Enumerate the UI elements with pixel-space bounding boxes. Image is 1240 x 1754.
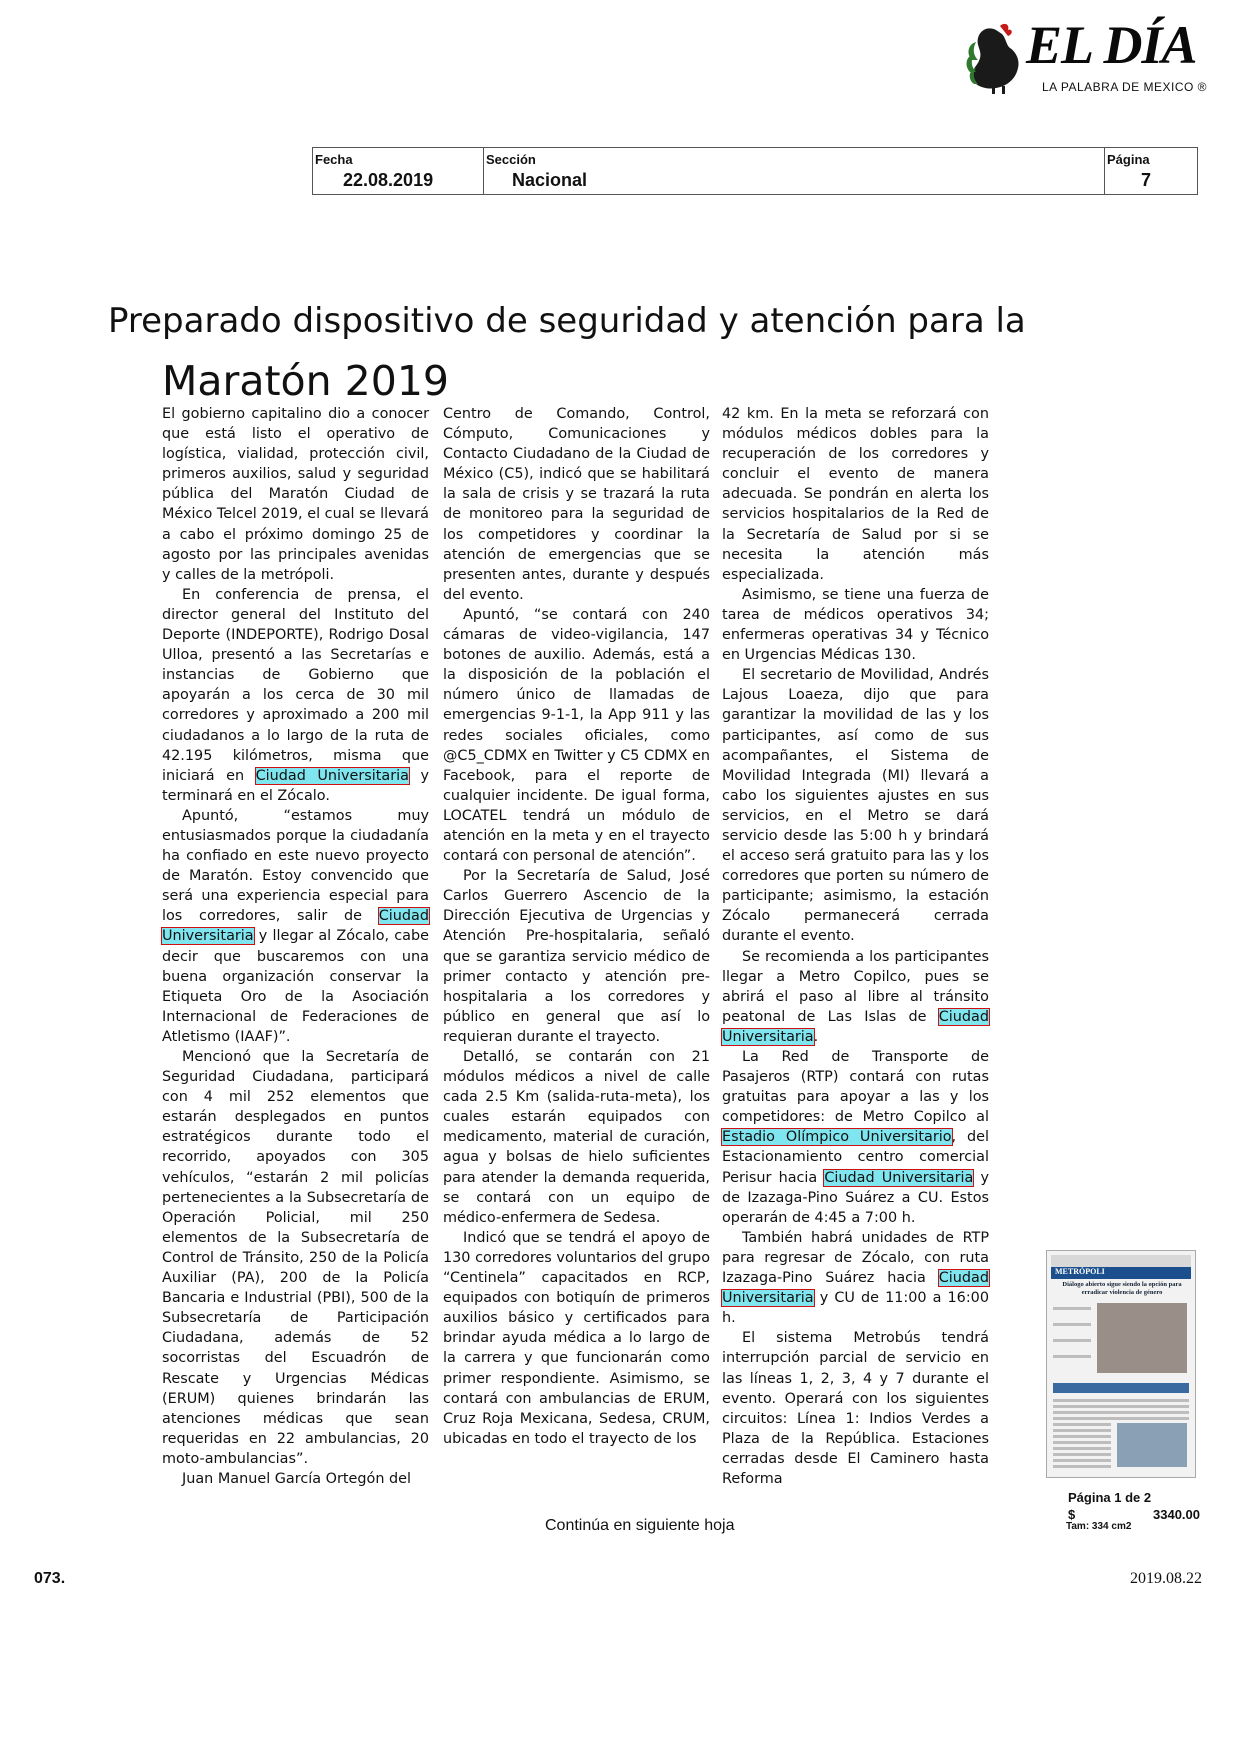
thumbnail-headline: Diálogo abierto sigue siendo la opción para erradicar violencia de género <box>1062 1281 1182 1296</box>
paragraph <box>443 866 710 1047</box>
text-run: Asimismo, se tiene una fuerza de tarea de médicos operativos 34; enfermeras operativas 34 y Técnico en Urgencias Médicas 130. <box>722 586 989 664</box>
paragraph <box>722 1047 989 1228</box>
text-run: Juan Manuel García Ortegón del <box>182 1470 412 1487</box>
thumbnail-header-bar <box>1051 1255 1191 1267</box>
pagina-value: 7 <box>1141 170 1152 190</box>
masthead-title: EL DÍA <box>1026 15 1197 75</box>
text-run: , del Estacionamiento centro comercial Perisur hacia <box>722 1129 989 1186</box>
thumbnail-text-line <box>1053 1423 1111 1426</box>
paragraph <box>722 947 989 1047</box>
thumbnail-text-line <box>1053 1339 1091 1342</box>
text-run: 42 km. En la meta se reforzará con módulos médicos dobles para la recuperación de los corredores y concluir el evento de manera adecuada. Se pondrán en alerta los servicios hospitalarios de la Red de la Secretaría de Salud por si se necesita la atención más especializada. <box>722 406 989 583</box>
page-thumbnail <box>1046 1250 1196 1478</box>
paragraph <box>162 404 429 585</box>
thumbnail-text-line <box>1053 1411 1189 1414</box>
text-run: y terminará en el Zócalo. <box>162 767 429 804</box>
text-run: y llegar al Zócalo, cabe decir que buscaremos con una buena organización conservar la Etiqueta Oro de la Asociación Internacional de Federaciones de Atletismo (IAAF)”. <box>162 928 429 1045</box>
text-run: Por la Secretaría de Salud, José Carlos Guerrero Ascencio de la Dirección Ejecutiva de Urgencias y Atención Pre-hospitalaria, señaló que se garantiza servicio médico de primer contacto y atención pre-hospitalaria a los corredores y público en general que así lo requieran durante el trayecto. <box>443 868 710 1045</box>
clipping-code: 073. <box>34 1570 66 1587</box>
masthead-tagline: LA PALABRA DE MEXICO ® <box>1042 80 1208 94</box>
highlighted-term: Ciudad Universitaria <box>824 1169 974 1186</box>
paragraph <box>722 404 989 585</box>
text-run: Indicó que se tendrá el apoyo de 130 corredores voluntarios del grupo “Centinela” capacitados en RCP, equipados con botiquín de primeros auxilios básico y certificados para brindar ayuda médica a lo largo de la carrera y que funcionarán como primer respondiente. Asimismo, se contará con ambulancias de ERUM, Cruz Roja Mexicana, Sedesa, CRUM, ubicadas en todo el trayecto de los <box>443 1229 710 1447</box>
thumbnail-text-line <box>1053 1355 1091 1358</box>
article-column-1 <box>162 404 429 1489</box>
thumbnail-text-line <box>1053 1447 1111 1450</box>
headline-line-2: Maratón 2019 <box>162 357 449 405</box>
text-run: También habrá unidades de RTP para regresar de Zócalo, con ruta Izazaga-Pino Suárez hacia <box>722 1229 989 1287</box>
paragraph <box>443 404 710 605</box>
page-count: Página 1 de 2 <box>1068 1490 1152 1505</box>
seccion-value: Nacional <box>512 170 588 190</box>
text-run: El secretario de Movilidad, Andrés Lajous Loaeza, dijo que para garantizar la movilidad de las y los participantes, así como de sus acompañantes, el Sistema de Movilidad Integrada (MI) llevará a cabo los siguientes ajustes en sus servicios, en el Metro se dará servicio desde las 5:00 h y brindará el acceso será gratuito para las y los corredores que porten su número de participante; asimismo, la estación Zócalo permanecerá cerrada durante el evento. <box>722 667 989 945</box>
thumbnail-photo <box>1097 1303 1187 1373</box>
price-currency: $ <box>1068 1507 1076 1522</box>
text-run: Mencionó que la Secretaría de Seguridad Ciudadana, participará con 4 mil 252 elementos que estarán desplegados en puntos estratégicos durante todo el recorrido, apoyados con 305 vehículos, “estarán 2 mil policías pertenecientes a la Subsecretaría de Operación Policial, mil 250 elementos de la Subsecretaría de Control de Tránsito, 250 de la Policía Auxiliar (PA), 200 de la Policía Bancaria e Industrial (PBI), 500 de la Subsecretaría de Participación Ciudadana, además de 52 socorristas del Escuadrón de Rescate y Urgencias Médicas (ERUM) quienes brindarán las atenciones médicas que sean requeridas en 22 ambulancias, 20 moto-ambulancias”. <box>162 1049 429 1467</box>
size-label: Tam: 334 cm2 <box>1066 1521 1132 1532</box>
headline-line-1: Preparado dispositivo de seguridad y atención para la <box>108 301 1026 341</box>
seccion-cell <box>484 148 1105 194</box>
thumbnail-text-line <box>1053 1323 1091 1326</box>
fecha-label: Fecha <box>315 152 353 167</box>
text-run: Detalló, se contarán con 21 módulos médicos a nivel de calle cada 2.5 Km (salida-ruta-meta), los cuales estarán equipados con medicamento, material de curación, agua y bolsas de hielo suficientes para atender la demanda requerida, se contará con un equipo de médico-enfermera de Sedesa. <box>443 1049 710 1226</box>
paragraph <box>443 1047 710 1228</box>
thumbnail-text-line <box>1053 1399 1189 1402</box>
thumbnail-band <box>1053 1383 1189 1393</box>
footer-date: 2019.08.22 <box>1130 1570 1202 1587</box>
thumbnail-text-line <box>1053 1417 1189 1420</box>
masthead-logo <box>966 15 1222 100</box>
text-run: El sistema Metrobús tendrá interrupción parcial de servicio en las líneas 1, 2, 3, 4 y 7 durante el evento. Operará con los siguientes circuitos: Línea 1: Indios Verdes a Plaza de la República. Estaciones cerradas desde El Caminero hasta Reforma <box>722 1330 989 1487</box>
price-amount: 3340.00 <box>1153 1507 1200 1522</box>
seccion-label: Sección <box>486 152 536 167</box>
rooster-icon <box>966 20 1028 94</box>
continued-note: Continúa en siguiente hoja <box>545 1517 735 1534</box>
paragraph <box>722 665 989 946</box>
paragraph <box>162 806 429 1047</box>
article-column-2 <box>443 404 710 1449</box>
pagina-cell <box>1105 148 1197 194</box>
thumbnail-text-line <box>1053 1405 1189 1408</box>
highlighted-term: Ciudad Universitaria <box>722 1008 989 1045</box>
text-run: y CU de 11:00 a 16:00 h. <box>722 1290 989 1327</box>
paragraph <box>722 1328 989 1489</box>
text-run: El gobierno capitalino dio a conocer que está listo el operativo de logística, vialidad, protección civil, primeros auxilios, salud y seguridad pública del Maratón Ciudad de México Telcel 2019, el cual se llevará a cabo el próximo domingo 25 de agosto por las principales avenidas y calles de la metrópoli. <box>162 406 429 583</box>
text-run: Apuntó, “se contará con 240 cámaras de video-vigilancia, 147 botones de auxilio. Además, está a la disposición de la población el número único de llamadas de emergencias 9-1-1, la App 911 y las redes sociales oficiales, como @C5_CDMX en Twitter y C5 CDMX en Facebook, para el reporte de cualquier incidente. De igual forma, LOCATEL tendrá un módulo de atención en la meta y en el trayecto contará con personal de atención”. <box>443 606 710 865</box>
thumbnail-text-line <box>1053 1465 1111 1468</box>
text-run: En conferencia de prensa, el director general del Instituto del Deporte (INDEPORTE), Rodrigo Dosal Ulloa, presentó a las Secretarías e instancias de Gobierno que apoyarán a los cerca de 30 mil corredores y aproximado a 200 mil ciudadanos a lo largo de la ruta de 42.195 kilómetros, misma que iniciará en <box>162 586 429 784</box>
pagina-label: Página <box>1107 152 1150 167</box>
paragraph <box>722 1228 989 1328</box>
paragraph <box>162 585 429 806</box>
highlighted-term: Ciudad Universitaria <box>255 767 409 784</box>
thumbnail-section: METRÓPOLI <box>1055 1267 1105 1276</box>
meta-table <box>312 147 1198 195</box>
text-run: y de Izazaga-Pino Suárez a CU. Estos operarán de 4:45 a 7:00 h. <box>722 1169 989 1226</box>
highlighted-term: Ciudad Universitaria <box>162 908 429 945</box>
text-run: . <box>813 1028 819 1045</box>
article-column-3 <box>722 404 989 1489</box>
fecha-cell <box>313 148 484 194</box>
thumbnail-text-line <box>1053 1441 1111 1444</box>
thumbnail-photo-2 <box>1117 1423 1187 1467</box>
paragraph <box>162 1047 429 1469</box>
paragraph <box>443 605 710 866</box>
thumbnail-text-line <box>1053 1307 1091 1310</box>
paragraph <box>162 1469 429 1489</box>
fecha-value: 22.08.2019 <box>343 170 434 190</box>
text-run: Apuntó, “estamos muy entusiasmados porque la ciudadanía ha confiado en este nuevo proyecto de Maratón. Estoy convencido que será una experiencia especial para los corredores, salir de <box>162 807 429 925</box>
thumbnail-text-line <box>1053 1435 1111 1438</box>
thumbnail-text-line <box>1053 1459 1111 1462</box>
article-headline <box>108 296 1088 408</box>
thumbnail-text-line <box>1053 1429 1111 1432</box>
text-run: La Red de Transporte de Pasajeros (RTP) contará con rutas gratuitas para apoyar a las y los competidores: de Metro Copilco al <box>722 1049 989 1126</box>
highlighted-term: Estadio Olímpico Universitario <box>722 1129 952 1146</box>
text-run: Se recomienda a los participantes llegar a Metro Copilco, pues se abrirá el paso al libre al tránsito peatonal de Las Islas de <box>722 948 989 1025</box>
text-run: Centro de Comando, Control, Cómputo, Comunicaciones y Contacto Ciudadano de la Ciudad de México (C5), indicó que se habilitará la sala de crisis y se trazará la ruta de monitoreo para la seguridad de los competidores y coordinar la atención de emergencias que se presenten antes, durante y después del evento. <box>443 406 710 603</box>
thumbnail-text-line <box>1053 1453 1111 1456</box>
thumbnail-masthead <box>1051 1267 1191 1279</box>
paragraph <box>722 585 989 665</box>
highlighted-term: Ciudad Universitaria <box>722 1270 989 1307</box>
paragraph <box>443 1228 710 1449</box>
